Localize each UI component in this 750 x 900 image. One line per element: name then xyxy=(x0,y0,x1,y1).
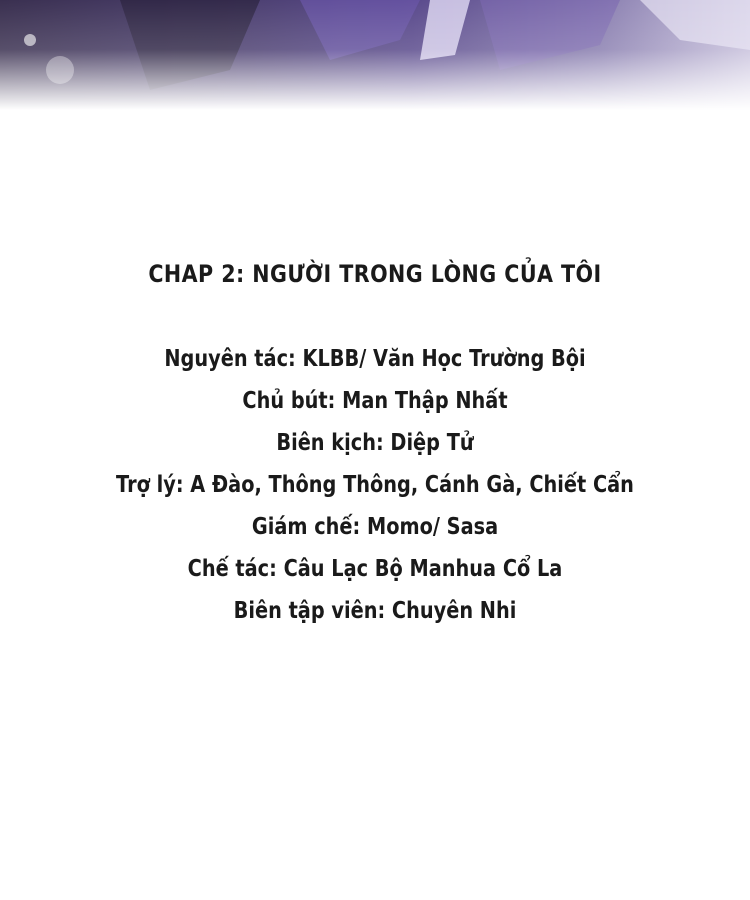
credit-lead-artist: Chủ bút: Man Thập Nhất xyxy=(242,388,508,414)
credit-editor: Biên tập viên: Chuyên Nhi xyxy=(233,598,517,624)
credit-original-author: Nguyên tác: KLBB/ Văn Học Trường Bội xyxy=(164,346,586,372)
credit-scriptwriter: Biên kịch: Diệp Tử xyxy=(276,430,474,456)
credit-supervisors: Giám chế: Momo/ Sasa xyxy=(251,514,499,540)
header-artwork xyxy=(0,0,750,110)
credit-assistants: Trợ lý: A Đào, Thông Thông, Cánh Gà, Chiết Cẩn xyxy=(116,472,634,498)
title-spacer xyxy=(0,296,750,338)
manga-panel-art-icon xyxy=(0,0,750,110)
credit-production: Chế tác: Câu Lạc Bộ Manhua Cổ La xyxy=(187,556,563,582)
chapter-title: CHAP 2: NGƯỜI TRONG LÒNG CỦA TÔI xyxy=(148,260,602,288)
credits-block xyxy=(0,252,750,632)
